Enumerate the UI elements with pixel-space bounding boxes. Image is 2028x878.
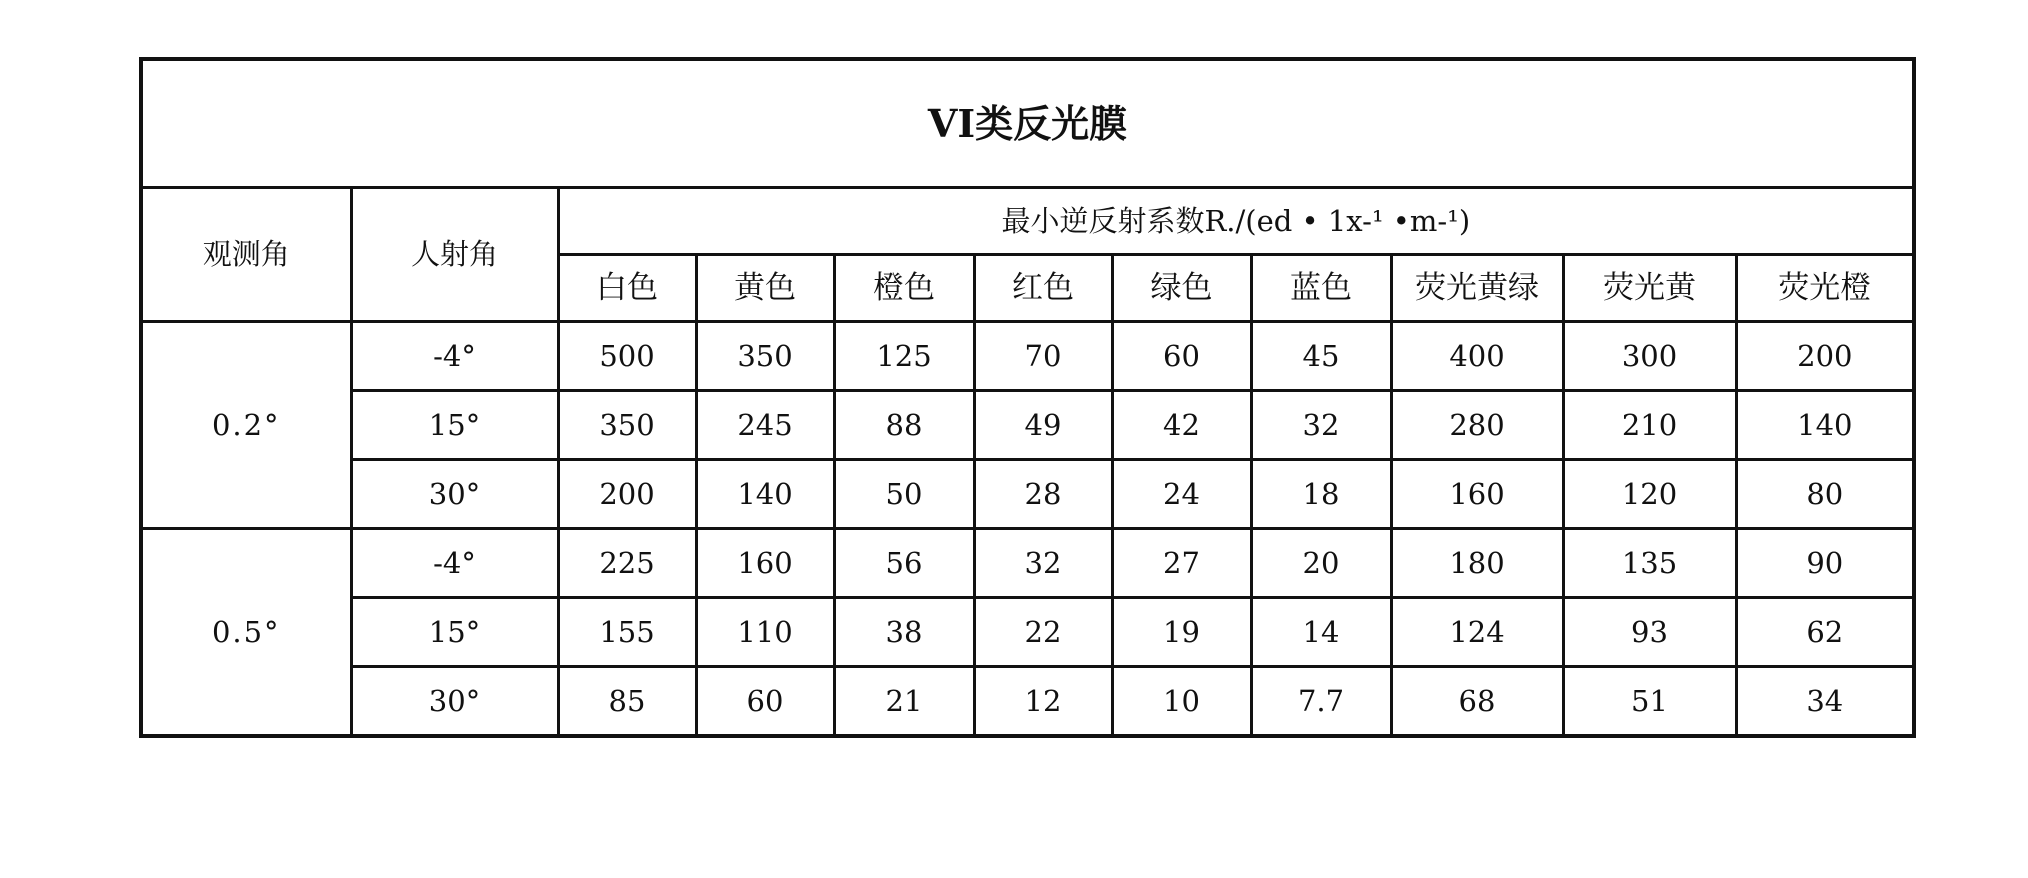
table-row bbox=[141, 460, 1914, 529]
coefficient-value-cell: 155 bbox=[558, 598, 696, 667]
color-header: 荧光黄绿 bbox=[1391, 255, 1563, 322]
coefficient-value-cell: 7.7 bbox=[1251, 667, 1391, 737]
entrance-angle-header: 人射角 bbox=[351, 188, 558, 322]
header-row-1 bbox=[141, 188, 1914, 255]
coefficient-value-cell: 90 bbox=[1736, 529, 1914, 598]
entrance-angle-cell: 15° bbox=[351, 598, 558, 667]
coefficient-value-cell: 280 bbox=[1391, 391, 1563, 460]
entrance-angle-cell: 15° bbox=[351, 391, 558, 460]
coefficient-value-cell: 32 bbox=[1251, 391, 1391, 460]
table-row bbox=[141, 598, 1914, 667]
coefficient-value-cell: 88 bbox=[834, 391, 974, 460]
coefficient-value-cell: 10 bbox=[1112, 667, 1251, 737]
coefficient-value-cell: 135 bbox=[1563, 529, 1736, 598]
color-header: 橙色 bbox=[834, 255, 974, 322]
coefficient-value-cell: 225 bbox=[558, 529, 696, 598]
coefficient-value-cell: 68 bbox=[1391, 667, 1563, 737]
observation-angle-cell: 0.2° bbox=[141, 322, 351, 529]
coefficient-value-cell: 110 bbox=[696, 598, 834, 667]
coefficient-value-cell: 28 bbox=[974, 460, 1112, 529]
coefficient-value-cell: 62 bbox=[1736, 598, 1914, 667]
title-row bbox=[141, 59, 1914, 188]
coefficient-value-cell: 21 bbox=[834, 667, 974, 737]
coefficient-value-cell: 400 bbox=[1391, 322, 1563, 391]
coefficient-value-cell: 32 bbox=[974, 529, 1112, 598]
coefficient-group-header: 最小逆反射系数R./(ed • 1x-¹ •m-¹) bbox=[558, 188, 1914, 255]
coefficient-value-cell: 160 bbox=[1391, 460, 1563, 529]
coefficient-value-cell: 85 bbox=[558, 667, 696, 737]
table-row bbox=[141, 322, 1914, 391]
observation-angle-header: 观测角 bbox=[141, 188, 351, 322]
color-header: 白色 bbox=[558, 255, 696, 322]
coefficient-value-cell: 45 bbox=[1251, 322, 1391, 391]
coefficient-value-cell: 50 bbox=[834, 460, 974, 529]
observation-angle-cell: 0.5° bbox=[141, 529, 351, 737]
coefficient-value-cell: 210 bbox=[1563, 391, 1736, 460]
entrance-angle-cell: 30° bbox=[351, 460, 558, 529]
coefficient-value-cell: 350 bbox=[696, 322, 834, 391]
coefficient-value-cell: 140 bbox=[1736, 391, 1914, 460]
coefficient-value-cell: 12 bbox=[974, 667, 1112, 737]
coefficient-value-cell: 18 bbox=[1251, 460, 1391, 529]
coefficient-value-cell: 80 bbox=[1736, 460, 1914, 529]
coefficient-value-cell: 34 bbox=[1736, 667, 1914, 737]
coefficient-value-cell: 19 bbox=[1112, 598, 1251, 667]
table-title: VI类反光膜 bbox=[141, 59, 1914, 188]
coefficient-value-cell: 14 bbox=[1251, 598, 1391, 667]
coefficient-value-cell: 500 bbox=[558, 322, 696, 391]
color-header: 绿色 bbox=[1112, 255, 1251, 322]
table-row bbox=[141, 667, 1914, 737]
coefficient-value-cell: 60 bbox=[1112, 322, 1251, 391]
coefficient-value-cell: 300 bbox=[1563, 322, 1736, 391]
entrance-angle-cell: -4° bbox=[351, 322, 558, 391]
coefficient-value-cell: 60 bbox=[696, 667, 834, 737]
table-row bbox=[141, 391, 1914, 460]
color-header: 蓝色 bbox=[1251, 255, 1391, 322]
coefficient-value-cell: 20 bbox=[1251, 529, 1391, 598]
coefficient-value-cell: 38 bbox=[834, 598, 974, 667]
coefficient-value-cell: 27 bbox=[1112, 529, 1251, 598]
entrance-angle-cell: -4° bbox=[351, 529, 558, 598]
color-header: 荧光橙 bbox=[1736, 255, 1914, 322]
entrance-angle-cell: 30° bbox=[351, 667, 558, 737]
coefficient-value-cell: 200 bbox=[558, 460, 696, 529]
coefficient-value-cell: 56 bbox=[834, 529, 974, 598]
coefficient-value-cell: 51 bbox=[1563, 667, 1736, 737]
coefficient-value-cell: 125 bbox=[834, 322, 974, 391]
color-header: 红色 bbox=[974, 255, 1112, 322]
coefficient-value-cell: 42 bbox=[1112, 391, 1251, 460]
color-header: 黄色 bbox=[696, 255, 834, 322]
coefficient-value-cell: 70 bbox=[974, 322, 1112, 391]
coefficient-value-cell: 124 bbox=[1391, 598, 1563, 667]
coefficient-value-cell: 140 bbox=[696, 460, 834, 529]
coefficient-value-cell: 24 bbox=[1112, 460, 1251, 529]
coefficient-value-cell: 160 bbox=[696, 529, 834, 598]
table-row bbox=[141, 529, 1914, 598]
coefficient-value-cell: 49 bbox=[974, 391, 1112, 460]
coefficient-value-cell: 245 bbox=[696, 391, 834, 460]
coefficient-value-cell: 180 bbox=[1391, 529, 1563, 598]
coefficient-value-cell: 22 bbox=[974, 598, 1112, 667]
color-header: 荧光黄 bbox=[1563, 255, 1736, 322]
coefficient-value-cell: 350 bbox=[558, 391, 696, 460]
retroreflection-table bbox=[139, 57, 1916, 738]
coefficient-value-cell: 93 bbox=[1563, 598, 1736, 667]
coefficient-value-cell: 200 bbox=[1736, 322, 1914, 391]
coefficient-value-cell: 120 bbox=[1563, 460, 1736, 529]
